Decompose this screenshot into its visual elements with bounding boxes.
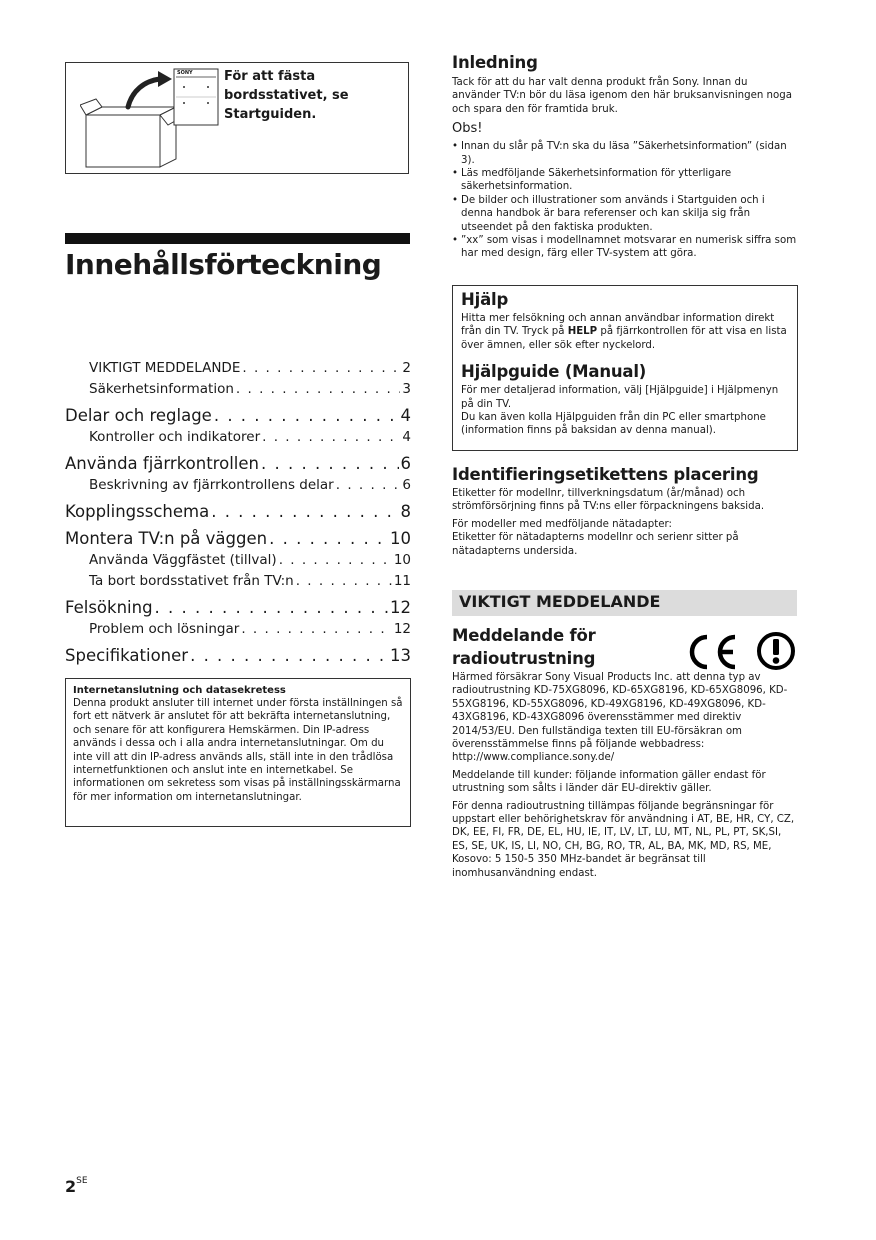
stand-notice-text: För att fästa bordsstativet, se Startguiden. — [224, 69, 349, 122]
label-location-text-1: Etiketter för modellnr, tillverkningsdatum (år/månad) och strömförsörjning finns på TV:ns eller förpackningens baksida. — [452, 488, 765, 513]
intro-section — [452, 53, 797, 261]
customer-notice: Meddelande till kunder: följande information gäller endast för utrustning som sålts i länder där EU-direktiv gäller. — [452, 769, 766, 795]
toc-bar — [65, 233, 410, 244]
help-guide-text-1: För mer detaljerad information, välj [Hjälpguide] i Hjälpmenyn på din TV. — [461, 385, 779, 410]
toc-entry[interactable]: Beskrivning av fjärrkontrollens delar . . . 6 — [65, 477, 411, 498]
toc-entry[interactable]: Säkerhetsinformation . . . 3 — [65, 381, 411, 402]
list-item: • De bilder och illustrationer som används i Startguiden och i denna handbok är bara referenser och kan skilja sig från utseendet på den faktiska produkten. — [452, 194, 797, 234]
intro-heading: Inledning — [452, 53, 538, 72]
radio-heading-line-2: radioutrustning — [452, 649, 596, 668]
toc-entry[interactable]: Delar och reglage . . . 4 — [65, 406, 411, 429]
obs-list — [452, 140, 797, 261]
toc-entry[interactable]: Felsökning . . . 12 — [65, 598, 411, 621]
radio-heading-line-1: Meddelande för — [452, 626, 596, 645]
obs-heading: Obs! — [452, 121, 483, 137]
toc-entry[interactable]: VIKTIGT MEDDELANDE . . . 2 — [65, 360, 411, 381]
list-item: • Innan du slår på TV:n ska du läsa ”Säkerhetsinformation” (sidan 3). — [452, 140, 797, 167]
toc-entry[interactable]: Kopplingsschema . . . 8 — [65, 502, 411, 525]
help-text: Hitta mer felsökning och annan användbar information direkt från din TV. Tryck på HELP på fjärrkontrollen för att visa en lista över ämnen, eller sök efter nyckelord. — [461, 313, 787, 351]
important-notice-label: VIKTIGT MEDDELANDE — [459, 592, 661, 611]
page-number: $2^{SE}$ — [65, 1176, 88, 1196]
table-of-contents — [65, 360, 411, 669]
compliance-url[interactable]: http://www.compliance.sony.de/ — [452, 752, 615, 764]
privacy-text: Denna produkt ansluter till internet under första inställningen så fort ett nätverk är anslutet för att bekräfta internetanslutning, och senare för att konfigurera Hemskärmen. Din IP-adress används i dessa och i alla andra internetanslutningar. Om du inte vill att din IP-adress används alls, ställ inte in den trådlösa internetfunktionen och anslut inte en internetkabel. Se informationen om sekretess som visas på inställningsskärmarna för mer information om internetanslutningar. — [73, 698, 403, 803]
list-item: • ”xx” som visas i modellnamnet motsvarar en numerisk siffra som har med design, färg eller TV-system att göra. — [452, 234, 797, 261]
important-notice-bar — [452, 590, 797, 616]
help-guide-heading: Hjälpguide (Manual) — [461, 362, 647, 382]
label-location-text-2: För modeller med medföljande nätadapter: — [452, 518, 672, 530]
stand-notice-box — [65, 62, 409, 174]
toc-entry[interactable]: Problem och lösningar . . . 12 — [65, 621, 411, 642]
toc-entry[interactable]: Kontroller och indikatorer . . . 4 — [65, 429, 411, 450]
help-key: HELP — [567, 326, 598, 338]
alert-circle-icon — [756, 631, 796, 671]
help-heading: Hjälp — [461, 290, 509, 309]
label-location-text-3: Etiketter för nätadapterns modellnr och serienr sitter på nätadapterns undersida. — [452, 532, 739, 557]
radio-restrictions: För denna radioutrustning tillämpas följande begränsningar för uppstart eller behörighetskrav för användning i AT, BE, HR, CY, CZ, DK, EE, FI, FR, DE, EL, HU, IE, IT, LV, LT, LU, MT, NL, PL, PT, SK,SI, ES, SE, UK, IS, LI, NO, CH, BG, RO, TR, AL, BA, MK, MD, RS, ME, Kosovo: 5 150-5 350 MHz-bandet är begränsat till inomhusanvändning endast. — [452, 800, 795, 879]
list-item: • Läs medföljande Säkerhetsinformation för ytterligare säkerhetsinformation. — [452, 167, 797, 194]
toc-entry[interactable]: Använda fjärrkontrollen . . . 6 — [65, 454, 411, 477]
ce-mark-icon — [683, 632, 743, 672]
privacy-title: Internetanslutning och datasekretess — [73, 685, 286, 696]
label-location-heading: Identifieringsetikettens placering — [452, 465, 759, 484]
radio-declaration: Härmed försäkrar Sony Visual Products Inc. att denna typ av radioutrustning KD-75XG8096, KD-65XG8196, KD-65XG8096, KD-55XG8196, KD-55XG8096, KD-49XG8196, KD-49XG8096, KD-43XG8196, KD-43XG8096 överensstämmer med direktiv 2014/53/EU. Den fullständiga texten till EU-försäkran om överensstämmelse finns på följande webbadress: — [452, 672, 788, 751]
toc-entry[interactable]: Specifikationer . . . 13 — [65, 646, 411, 669]
radio-notice-section — [452, 624, 797, 880]
box-with-stand-illustration — [80, 67, 230, 171]
help-box — [452, 285, 798, 451]
label-location-section — [452, 465, 797, 558]
toc-entry[interactable]: Använda Väggfästet (tillval) . . . 10 — [65, 552, 411, 573]
box-brand-label: SONY — [177, 70, 193, 76]
toc-title: Innehållsförteckning — [65, 248, 382, 281]
intro-text: Tack för att du har valt denna produkt från Sony. Innan du använder TV:n bör du läsa igenom den här bruksanvisningen noga och spara den för framtida bruk. — [452, 77, 792, 115]
help-guide-text-2: Du kan även kolla Hjälpguiden från din PC eller smartphone (information finns på baksidan av denna manual). — [461, 412, 766, 437]
toc-entry[interactable]: Montera TV:n på väggen . . . 10 — [65, 529, 411, 552]
toc-entry[interactable]: Ta bort bordsstativet från TV:n . . . 11 — [65, 573, 411, 594]
privacy-notice-box — [65, 678, 411, 827]
